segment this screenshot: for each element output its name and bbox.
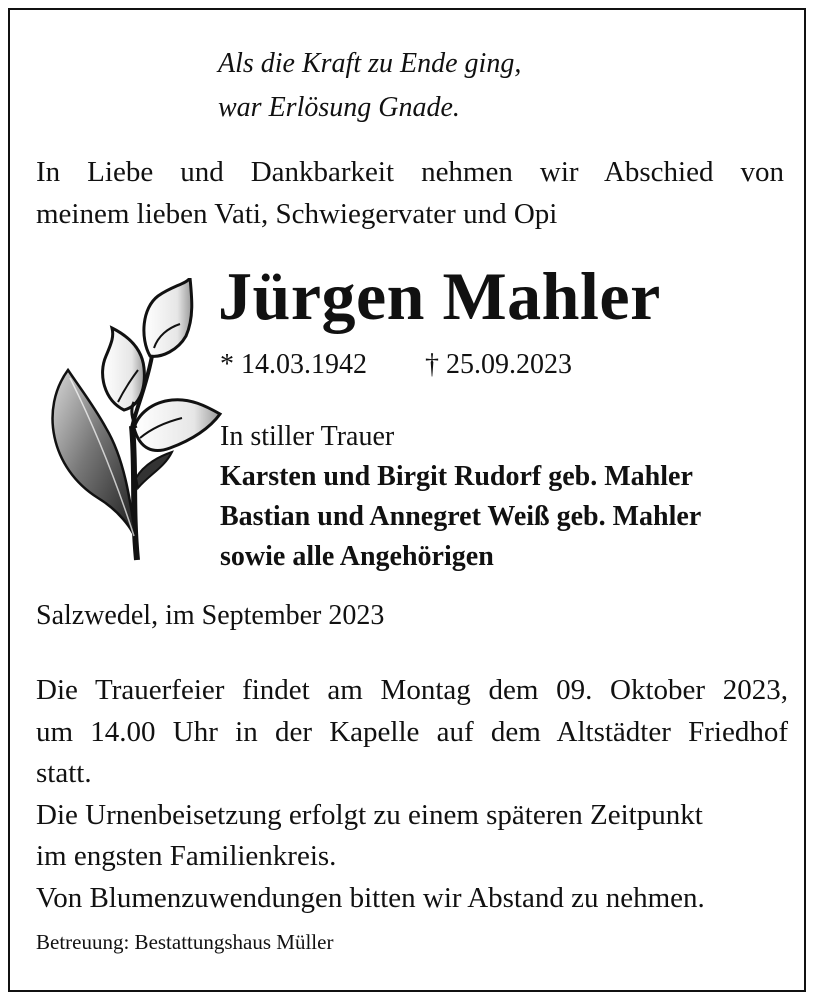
intro-text	[36, 151, 784, 235]
info-line: im engsten Familienkreis.	[36, 840, 337, 872]
intro-line: meinem lieben Vati, Schwiegervater und Opi	[36, 198, 558, 230]
funeral-info	[36, 670, 788, 919]
funeral-home-credit: Betreuung: Bestattungshaus Müller	[36, 930, 334, 954]
mourner-family: Karsten und Birgit Rudorf geb. Mahler	[220, 461, 693, 492]
intro-line: In Liebe und Dankbarkeit nehmen wir Abschied von	[36, 156, 784, 188]
info-line: statt.	[36, 757, 92, 789]
info-line: Von Blumenzuwendungen bitten wir Abstand zu nehmen.	[36, 881, 705, 914]
mourner-family: Bastian und Annegret Weiß geb. Mahler	[220, 501, 702, 532]
life-dates	[220, 347, 572, 383]
verse-line: Als die Kraft zu Ende ging,	[218, 48, 522, 79]
deceased-name: Jürgen Mahler	[218, 258, 661, 334]
obituary-notice	[8, 8, 806, 992]
mourners-block	[220, 417, 701, 577]
verse-line: war Erlösung Gnade.	[218, 92, 460, 123]
info-line: um 14.00 Uhr in der Kapelle auf dem Altstädter Friedhof	[36, 715, 788, 748]
info-line: Die Trauerfeier findet am Montag dem 09. Oktober 2023,	[36, 674, 788, 706]
memorial-verse	[218, 42, 521, 130]
death-date: † 25.09.2023	[425, 349, 572, 380]
mourners-lead: In stiller Trauer	[220, 421, 395, 452]
info-line: Die Urnenbeisetzung erfolgt zu einem späteren Zeitpunkt	[36, 798, 703, 831]
birth-date: * 14.03.1942	[220, 349, 367, 380]
mourner-family: sowie alle Angehörigen	[220, 541, 494, 572]
calla-lily-icon	[40, 278, 225, 563]
place-date: Salzwedel, im September 2023	[36, 600, 385, 631]
